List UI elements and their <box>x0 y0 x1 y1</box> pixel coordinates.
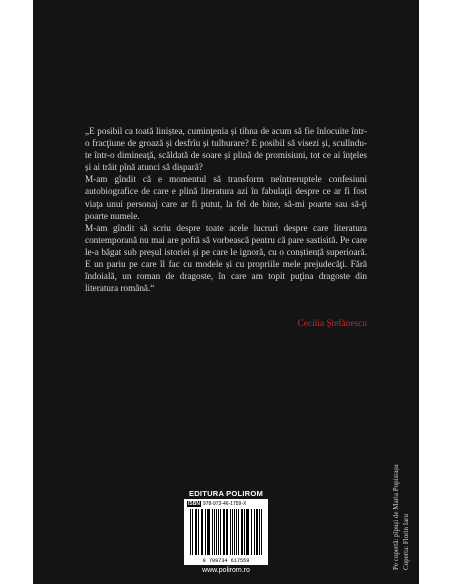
barcode-bar <box>254 509 255 555</box>
credit-cover-design: Coperta: Florin Iaru <box>402 514 410 570</box>
cover-credits <box>391 420 415 570</box>
blurb-paragraph-2: M-am gîndit că e momentul să transform neîntreruptele confesiuni autobiografice de care e plină literatura azi în fabulaţii despre ce ar fi fost viaţa unui personaj care ar fi putut, la fel de bine, să-mi poarte sau să-ţi poarte numele. <box>85 174 367 221</box>
barcode-bar <box>212 509 213 555</box>
barcode-bar <box>242 509 243 555</box>
barcode-bar <box>205 509 206 555</box>
publisher-website: www.polirom.ro <box>202 567 250 574</box>
blurb-text <box>85 125 367 294</box>
barcode-bar <box>190 509 191 555</box>
credit-photo: Pe copertă: pĭpuși de Maria Popistașu <box>392 464 400 570</box>
barcode-bars <box>190 509 262 555</box>
barcode-bar <box>236 509 237 555</box>
barcode-bar <box>196 509 197 555</box>
barcode-bar <box>232 509 233 555</box>
barcode-bar <box>198 509 199 555</box>
blurb-paragraph-3: M-am gîndit să scriu despre toate acele lucruri despre care literatura contemporană nu mai are poftă să vorbească pentru că pare sastisită. Pe care le-a băgat sub preșul istoriei și pe care le ignoră, cu o conștiență superioară. E un pariu pe care îl fac cu modele și cu propriile mele prejudecăţi. Fără îndoială, un roman de dragoste, în care am topit puţina dragoste din literatura română.“ <box>85 222 367 294</box>
barcode-bar <box>209 509 210 555</box>
author-signature: Cecilia Ștefănescu <box>297 319 367 329</box>
barcode-bar <box>192 509 193 555</box>
barcode-bar <box>238 509 239 555</box>
barcode-bar <box>261 509 262 555</box>
barcode <box>184 499 268 565</box>
barcode-bar <box>251 509 252 555</box>
barcode-bar <box>214 509 215 555</box>
barcode-bar <box>244 509 245 555</box>
barcode-bar <box>224 509 225 555</box>
isbn-label: ISBN <box>188 501 200 507</box>
isbn-line <box>187 501 246 507</box>
blurb-paragraph-1: „E posibil ca toată liniștea, cuminţenia și tihna de acum să fie înlocuite într-o fracţiune de groază și desfrîu și tulburare? E posibil să visezi și, sculîndu-te într-o dimineaţă, scăldată de soare și plină de promisiuni, tot ce ai înţeles și ai trăit pînă atunci să dispară? <box>85 126 367 173</box>
barcode-bar <box>202 509 203 555</box>
barcode-bar <box>230 509 231 555</box>
barcode-bar <box>220 509 221 555</box>
barcode-bar <box>248 509 249 555</box>
barcode-number: 9 789734 617559 <box>202 558 250 564</box>
barcode-bar <box>218 509 219 555</box>
barcode-bar <box>227 509 228 555</box>
barcode-bar <box>259 509 260 555</box>
publisher-name: EDITURA POLIROM <box>188 489 263 498</box>
isbn-number: 978-973-46-1759-X <box>202 501 247 507</box>
barcode-bar <box>257 509 258 555</box>
